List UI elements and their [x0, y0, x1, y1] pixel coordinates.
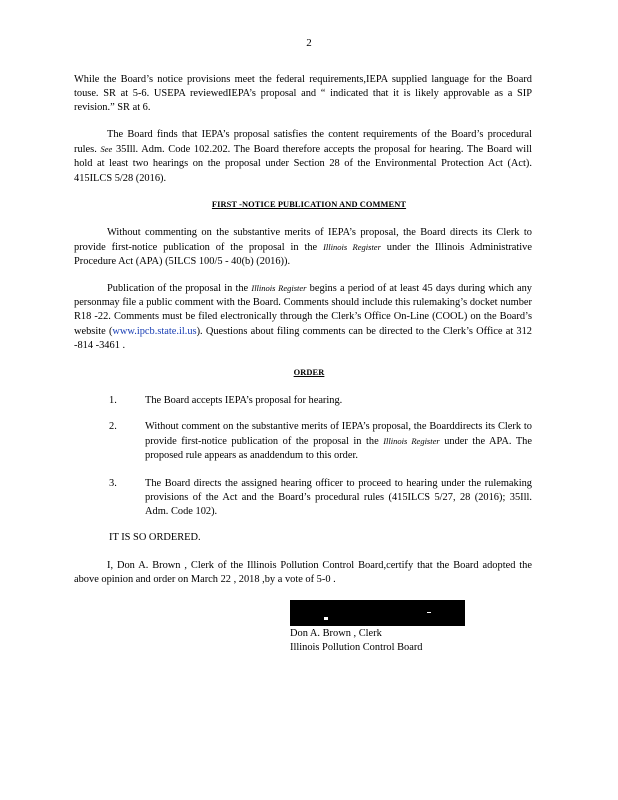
- paragraph-publication-text-3: ). Questions about filing comments can be directed to the Clerk’s Office at 312 -814 -3461 .: [74, 325, 532, 351]
- order-item-number: 1.: [109, 395, 117, 406]
- paragraph-board-finds-text-2: 35Ill. Adm. Code 102.202. The Board therefore accepts the proposal for hearing. The Board will hold at least two hearings on the proposal under Section 28 of the Environmental Protection Act (Act). 415ILCS 5/28 (2016).: [74, 144, 532, 184]
- illinois-register-citation: Illinois Register: [323, 242, 381, 253]
- paragraph-board-finds-text-1: The Board finds that IEPA’s proposal satisfies the content requirements of the Board’s procedural rules.: [74, 129, 532, 156]
- section-heading-first-notice: FIRST -NOTICE PUBLICATION AND COMMENT: [211, 200, 407, 209]
- order-item-number: 3.: [109, 478, 117, 489]
- signature-organization: Illinois Pollution Control Board: [290, 642, 423, 653]
- paragraph-publication-text-1: Publication of the proposal in the: [107, 283, 249, 294]
- paragraph-first-notice: [74, 226, 532, 270]
- paragraph-publication-text-2: begins a period of at least 45 days during which any personmay file a public comment with the Board. Comments should include this rulemaking’s docket number R18 -22. Comments must be filed electronically through the Clerk’s Office On-Line (COOL) on the Board’s website (: [74, 283, 532, 337]
- paragraph-board-finds: [74, 128, 532, 186]
- redacted-signature-block: [290, 600, 465, 626]
- order-item-text: The Board accepts IEPA’s proposal for hearing.: [145, 395, 343, 406]
- paragraph-publication: [74, 281, 532, 353]
- order-item-text: The Board directs the assigned hearing officer to proceed to hearing under the rulemaking provisions of the Act and the Board’s procedural rules (415ILCS 5/27, 28 (2016); 35Ill. Adm. Code 102).: [145, 478, 532, 518]
- illinois-register-citation: Illinois Register: [383, 436, 440, 447]
- paragraph-first-notice-text-2: under the Illinois Administrative Procedure Act (APA) (5ILCS 100/5 - 40(b) (2016)).: [74, 242, 532, 268]
- paragraph-notice-provisions: While the Board’s notice provisions meet the federal requirements,IEPA supplied language for the Board touse. SR at 5-6. USEPA reviewedIEPA’s proposal and “ indicated that it is likely approvable as a SIP revision.” SR at 6.: [74, 74, 532, 114]
- see-signal: See: [100, 144, 113, 155]
- signature-name: Don A. Brown , Clerk: [290, 628, 382, 639]
- illinois-register-citation: Illinois Register: [251, 283, 307, 293]
- order-item-number: 2.: [109, 421, 117, 432]
- paragraph-first-notice-text-1: Without commenting on the substantive merits of IEPA’s proposal, the Board directs its Clerk to provide first-notice publication of the proposal in the: [74, 227, 532, 254]
- board-website-link[interactable]: www.ipcb.state.il.us: [112, 325, 197, 337]
- order-item-text: Without comment on the substantive merits of IEPA’s proposal, the Boarddirects its Clerk to provide first-notice publication of the proposal in the Illinois Register under the APA. The proposed rule appears as anaddendum to this order.: [145, 421, 532, 462]
- section-heading-order: ORDER: [293, 368, 325, 377]
- clerk-certification: I, Don A. Brown , Clerk of the Illinois Pollution Control Board,certify that the Board adopted the above opinion and order on March 22 , 2018 ,by a vote of 5-0 .: [74, 560, 532, 586]
- so-ordered: IT IS SO ORDERED.: [109, 532, 201, 543]
- page-number: 2: [306, 37, 312, 49]
